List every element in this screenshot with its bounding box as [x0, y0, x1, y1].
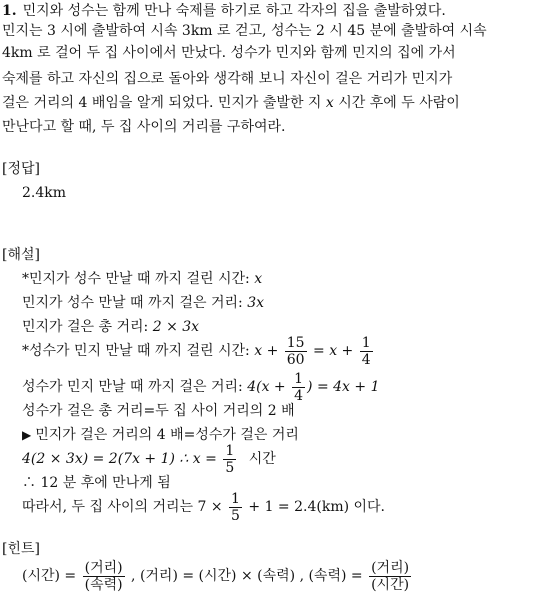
- explanation-text: 따라서, 두 집 사이의 거리는 7 ×: [22, 499, 223, 515]
- fraction-numerator: 1: [361, 334, 371, 351]
- fraction-denominator: 5: [231, 507, 240, 524]
- fraction-denominator: 4: [294, 387, 304, 404]
- explanation-line-2: [22, 294, 264, 312]
- hint-text: (시간) =: [22, 568, 77, 584]
- math-expression: 3x: [247, 295, 265, 311]
- hint-text: , (거리) = (시간) × (속력) , (속력) =: [131, 568, 363, 584]
- fraction-numerator: (거리): [371, 559, 410, 576]
- math-expression: 4(x +: [247, 379, 286, 395]
- fraction-numerator: 1: [294, 370, 304, 387]
- explanation-text: 민지가 성수 만날 때 까지 걸은 거리:: [22, 295, 248, 311]
- math-expression: 2 × 3x: [152, 319, 200, 335]
- hint-formulas: [22, 558, 413, 594]
- math-expression: ) = 4x + 1: [307, 379, 380, 395]
- explanation-text: *성수가 민지 만날 때 까지 걸린 시간:: [22, 343, 255, 359]
- fraction: [223, 443, 236, 476]
- fraction-numerator: 1: [231, 490, 240, 507]
- explanation-line-1: [22, 270, 262, 288]
- question-text: 민지와 성수는 함께 만나 숙제를 하기로 하고 각자의 집을 출발하였다.: [22, 3, 446, 19]
- explanation-text: 민지가 걸은 총 거리:: [22, 319, 153, 335]
- fraction-denominator: 4: [361, 351, 371, 368]
- explanation-text: 시간: [248, 451, 276, 467]
- fraction-denominator: (시간): [371, 576, 410, 593]
- question-line-3: 4km 로 걸어 두 집 사이에서 만났다. 성수가 민지와 함께 민지의 집에 가서: [2, 45, 456, 61]
- fraction: [360, 335, 373, 368]
- explanation-heading: [해설]: [2, 247, 40, 263]
- question-text: 시간 후에 두 사람이: [333, 95, 460, 111]
- question-line-6: 만난다고 할 때, 두 집 사이의 거리를 구하여라.: [2, 119, 286, 135]
- math-expression: = x +: [313, 343, 354, 359]
- fraction: [369, 560, 411, 593]
- fraction-denominator: 5: [225, 459, 235, 476]
- question-number: 1.: [2, 3, 17, 19]
- hint-heading: [힌트]: [2, 541, 40, 557]
- question-line-4: 숙제를 하고 자신의 집으로 돌아와 생각해 보니 자신이 걸은 거리가 민지가: [2, 71, 453, 87]
- explanation-text: 성수가 민지 만날 때 까지 걸은 거리:: [22, 379, 248, 395]
- variable-x: x: [325, 95, 334, 111]
- math-expression: 4(2 × 3x) = 2(7x + 1) ∴ x =: [22, 451, 217, 467]
- fraction-numerator: 1: [225, 442, 235, 459]
- fraction: [285, 335, 307, 368]
- fraction-numerator: (거리): [84, 559, 123, 576]
- fraction-denominator: (속력): [84, 576, 123, 593]
- question-line-2: 민지는 3 시에 출발하여 시속 3km 로 걷고, 성수는 2 시 45 분에 출발하여 시속: [2, 23, 487, 39]
- question-text: 걸은 거리의 4 배임을 알게 되었다. 민지가 출발한 지: [2, 95, 326, 111]
- explanation-line-5: [22, 370, 379, 404]
- explanation-text: + 1 = 2.4(km) 이다.: [248, 499, 386, 515]
- fraction-numerator: 15: [286, 334, 305, 351]
- triangle-marker-icon: ▶: [22, 428, 32, 442]
- fraction-denominator: 60: [286, 351, 305, 368]
- answer-heading: [정답]: [2, 161, 40, 177]
- explanation-line-4: [22, 334, 375, 368]
- math-expression: x: [254, 271, 263, 287]
- explanation-text: 민지가 걸은 거리의 4 배=성수가 걸은 거리: [35, 427, 299, 443]
- answer-value: 2.4km: [22, 185, 67, 201]
- fraction: [83, 560, 125, 593]
- math-expression: x +: [254, 343, 279, 359]
- explanation-line-6: 성수가 걸은 총 거리=두 집 사이 거리의 2 배: [22, 403, 295, 419]
- question-line-1: [2, 2, 530, 20]
- explanation-text: *민지가 성수 만날 때 까지 걸린 시간:: [22, 271, 255, 287]
- explanation-line-10: [22, 490, 385, 524]
- question-line-5: [2, 94, 530, 112]
- fraction: [292, 371, 305, 404]
- explanation-line-9: ∴ 12 분 후에 만나게 됨: [22, 475, 171, 491]
- fraction: [229, 491, 242, 524]
- explanation-line-8: [22, 442, 276, 476]
